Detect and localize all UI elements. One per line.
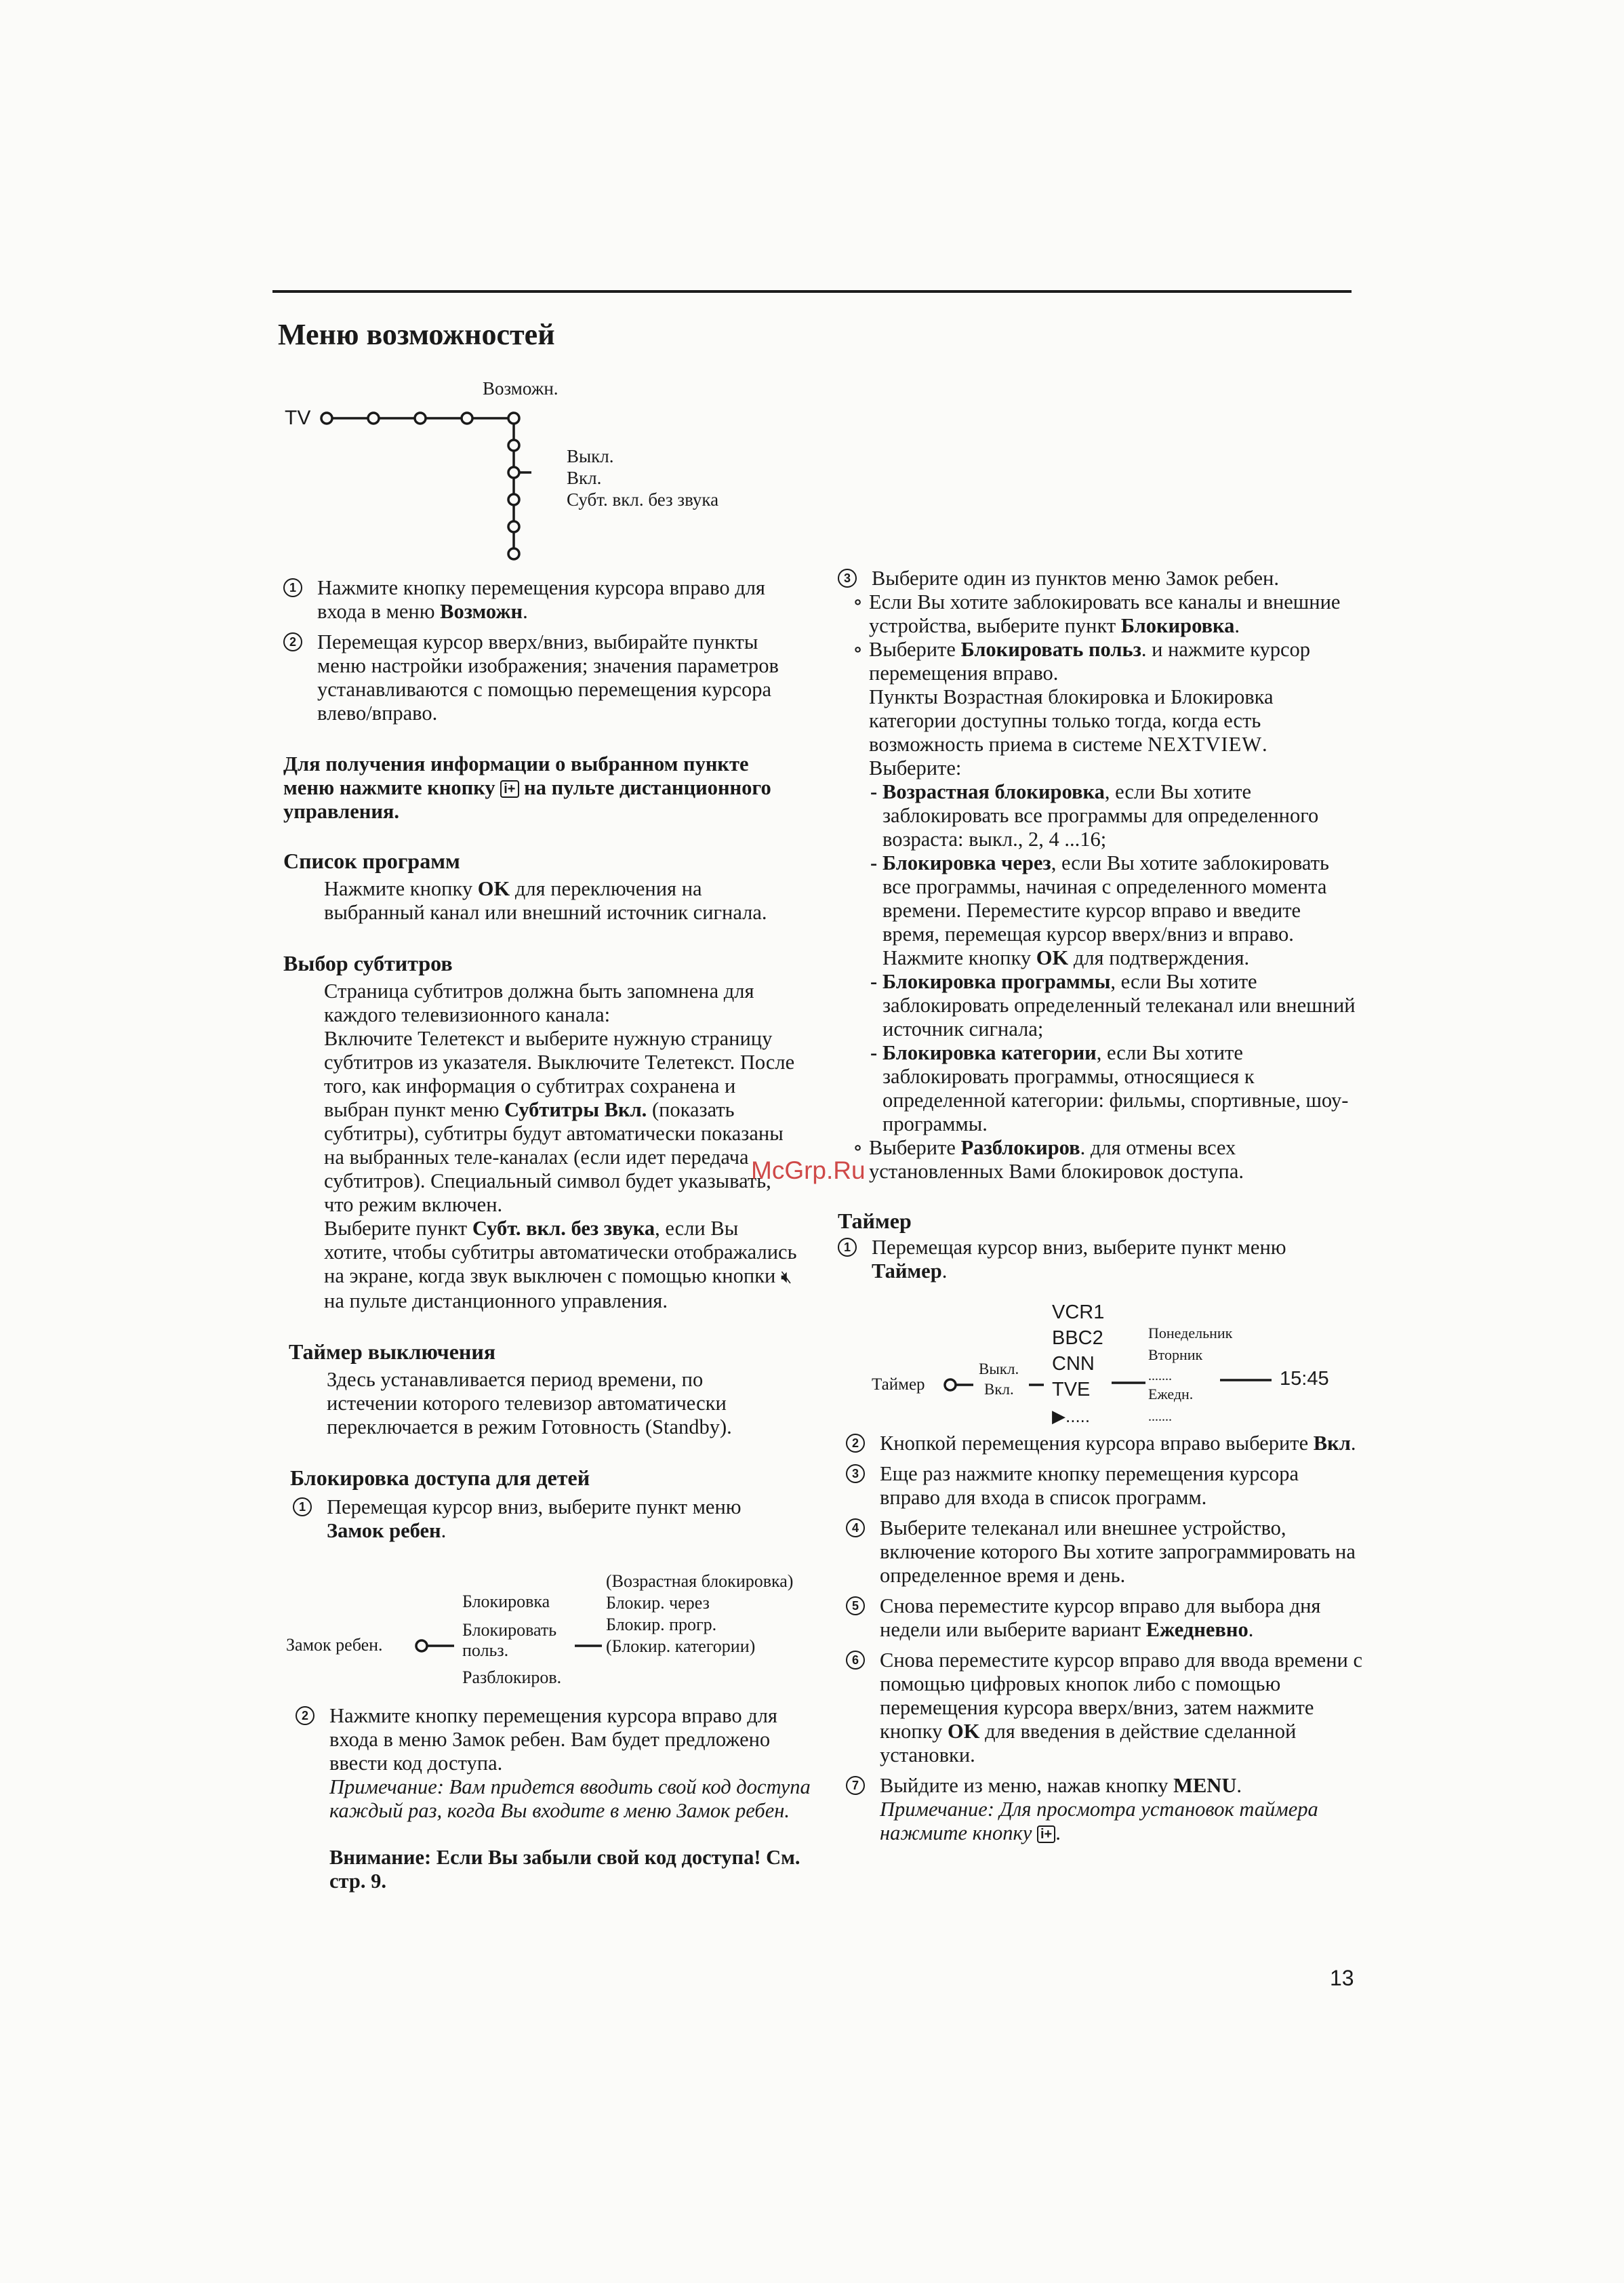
lock-bullet-2-text: Выберите [869, 638, 961, 661]
timer-step-5-end: . [1248, 1618, 1254, 1641]
step-number-1-icon: 1 [293, 1497, 312, 1516]
timer-step-5-bold: Ежедневно [1145, 1618, 1249, 1641]
lock-option-program-bold: Блокировка программы [882, 970, 1111, 993]
timer-step-7-end: . [1236, 1774, 1242, 1797]
program-list-heading: Список программ [283, 849, 460, 873]
child-lock-step-1-bold: Замок ребен [327, 1519, 441, 1542]
timer-steps [846, 1432, 1362, 1845]
lock-option-age-bold: Возрастная блокировка [882, 780, 1105, 803]
lock-option-program-text: , если Вы хотите заблокировать определенный телеканал или внешний источник сигнала; [882, 970, 1356, 1041]
timer-step-2-text: Кнопкой перемещения курсора вправо выберите [880, 1432, 1314, 1455]
timer-step-2 [846, 1432, 1362, 1455]
timer-step-3-text: Еще раз нажмите кнопку перемещения курсора вправо для входа в список программ. [880, 1462, 1299, 1509]
timer-step-6-text: Снова переместите курсор вправо для ввода времени с помощью цифровых кнопок либо с помощью перемещения курсора вверх/вниз, затем нажмите кнопку [880, 1649, 1362, 1743]
timer-step-4-text: Выберите телеканал или внешнее устройство, включение которого Вы хотите запрограммировать на определенное время и день. [880, 1516, 1356, 1587]
timer-day-monday: Понедельник [1148, 1325, 1233, 1341]
timer-day-dots-2: ....... [1148, 1409, 1172, 1424]
step-number-2-icon: 2 [296, 1706, 314, 1725]
lock-bullet-3-bold: Разблокиров [960, 1136, 1080, 1159]
page-number: 13 [1330, 1966, 1354, 1990]
timer-heading: Таймер [838, 1209, 912, 1233]
timer-step-7-text: Выйдите из меню, нажав кнопку [880, 1774, 1174, 1797]
lock-bullet-2-bold: Блокировать польз [960, 638, 1141, 661]
timer-step-1-text: Перемещая курсор вниз, выберите пункт меню [872, 1236, 1286, 1259]
subtitles-p2-c: (показать субтитры), субтитры будут автоматически показаны на выбранных теле-каналах (если идет передача субтитров). Специальный символ будет указывать, что режим включен. [324, 1098, 784, 1216]
mute-icon: 🔇︎ [780, 1267, 792, 1287]
diagram-sub-on-mute: Субт. вкл. без звука [567, 489, 719, 510]
timer-step-7 [846, 1774, 1362, 1845]
step-number-1-icon: 1 [838, 1238, 857, 1257]
subtitles-p3-d: на пульте дистанционного управления. [324, 1289, 668, 1312]
step-number-2-icon: 2 [283, 632, 302, 651]
child-lock-sub-category: (Блокир. категории) [606, 1636, 756, 1656]
lock-option-after-bold: Блокировка через [882, 851, 1051, 874]
intro-step-1-text: Нажмите кнопку перемещения курсора вправо для входа в меню [317, 576, 765, 623]
watermark: McGrp.Ru [751, 1156, 866, 1184]
timer-step-5 [846, 1594, 1362, 1642]
subtitles-p2-a: Включите Телетекст и выберите нужную страницу субтитров из указателя. Выключите Телетекст. После того, как информация о субтитрах сохранена и выбран пункт меню [324, 1027, 795, 1121]
child-lock-step-1-text: Перемещая курсор вниз, выберите пункт меню [327, 1495, 742, 1518]
ok-key-label: OK [477, 877, 510, 900]
timer-step-5-text: Снова переместите курсор вправо для выбора дня недели или выберите вариант [880, 1594, 1321, 1641]
info-key-icon: i+ [1037, 1825, 1055, 1843]
timer-diagram-on: Вкл. [984, 1381, 1014, 1398]
timer-channel-bbc2: BBC2 [1052, 1327, 1103, 1349]
intro-step-2-text: Перемещая курсор вверх/вниз, выбирайте пункты меню настройки изображения; значения параметров устанавливаются с помощью перемещения курсора влево/вправо. [317, 630, 779, 725]
timer-channel-cnn: CNN [1052, 1353, 1095, 1375]
timer-step-6-end: для введения в действие сделанной установки. [880, 1720, 1297, 1766]
step-number-4-icon: 4 [846, 1518, 865, 1537]
timer-step-6 [846, 1649, 1362, 1767]
sleep-timer-heading: Таймер выключения [289, 1339, 496, 1364]
lock-bullet-3-end: . для отмены всех установленных Вами блокировок доступа. [869, 1136, 1244, 1183]
subtitles-p3-c: , если Вы хотите, чтобы субтитры автоматически отображались на экране, когда звук выключен с помощью кнопки [324, 1217, 797, 1287]
menu-key-label: MENU [1173, 1774, 1237, 1797]
lock-option-after-text: , если Вы хотите заблокировать все программы, начиная с определенного момента времени. Переместите курсор вправо и введите время, перемещая курсор вверх/вниз и вправо. Нажмите кнопку [882, 851, 1329, 969]
step-number-7-icon: 7 [846, 1776, 865, 1795]
lock-bullet-2-paragraph: Пункты Возрастная блокировка и Блокировка категории доступны только тогда, когда есть возможность приема в системе [869, 685, 1274, 756]
timer-channel-more: ▶..... [1052, 1406, 1091, 1426]
step-number-5-icon: 5 [846, 1596, 865, 1615]
lock-bullet-2-paragraph-end: . [1262, 733, 1267, 756]
child-lock-heading: Блокировка доступа для детей [290, 1466, 590, 1490]
lock-bullet-1-bold: Блокировка [1120, 614, 1235, 637]
lock-bullet-1-end: . [1234, 614, 1240, 637]
lock-option-category-bold: Блокировка категории [882, 1041, 1097, 1064]
subtitles-p2-bold: Субтитры Вкл. [504, 1098, 647, 1121]
lock-choose-label: Выберите: [869, 756, 962, 780]
step-number-1-icon: 1 [283, 578, 302, 597]
lock-bullet-2-end: . и нажмите курсор перемещения вправо. [869, 638, 1311, 685]
program-list-text-b: для переключения на выбранный канал или внешний источник сигнала. [324, 877, 767, 924]
timer-time: 15:45 [1280, 1368, 1329, 1390]
lock-option-age-text: , если Вы хотите заблокировать все программы для определенного возраста: выкл., 2, 4 ...16; [882, 780, 1319, 851]
info-key-icon: i+ [500, 780, 519, 798]
page-title: Меню возможностей [278, 318, 555, 351]
timer-channel-tve: TVE [1052, 1379, 1091, 1400]
timer-diagram-root: Таймер [872, 1375, 925, 1394]
child-lock-warning: Внимание: Если Вы забыли свой код доступа! См. стр. 9. [329, 1846, 800, 1893]
step-number-2-icon: 2 [846, 1434, 865, 1453]
sleep-timer-text: Здесь устанавливается период времени, по истечении которого телевизор автоматически переключается в режим Готовность (Standby). [327, 1368, 732, 1438]
info-note-text: Для получения информации о выбранном пункте меню нажмите кнопку [283, 752, 749, 799]
timer-step-2-bold: Вкл [1313, 1432, 1351, 1455]
ok-key-label: OK [947, 1720, 980, 1743]
timer-note: Примечание: Для просмотра установок таймера нажмите кнопку [880, 1798, 1318, 1844]
timer-step-3 [846, 1462, 1362, 1510]
intro-step-1-end: . [523, 600, 528, 623]
child-lock-sub-program: Блокир. прогр. [606, 1615, 717, 1634]
diagram-sub-off: Выкл. [567, 446, 614, 466]
lock-bullet-3-text: Выберите [869, 1136, 961, 1159]
timer-day-daily: Ежедн. [1148, 1386, 1194, 1402]
nextview-logo: NEXTVIEW [1148, 733, 1263, 756]
timer-diagram-off: Выкл. [979, 1360, 1019, 1377]
timer-step-1-end: . [941, 1259, 948, 1282]
child-lock-opt-block-user: Блокировать польз. [462, 1620, 557, 1660]
child-lock-step-2-text: Нажмите кнопку перемещения курсора вправо для входа в меню Замок ребен. Вам будет предложено ввести код доступа. [329, 1704, 777, 1775]
lock-step-3-intro: Выберите один из пунктов меню Замок ребен. [872, 567, 1279, 590]
diagram-tv-label: TV [285, 407, 311, 429]
ok-key-label: OK [1036, 946, 1069, 969]
lock-bullet-1-text: Если Вы хотите заблокировать все каналы и внешние устройства, выберите пункт [869, 590, 1341, 637]
left-column-bottom [296, 1704, 811, 1893]
diagram-sub-on: Вкл. [567, 468, 602, 488]
child-lock-sub-after: Блокир. через [606, 1593, 710, 1613]
child-lock-opt-unblock: Разблокиров. [462, 1668, 562, 1687]
timer-day-tuesday: Вторник [1148, 1346, 1203, 1363]
lock-option-category-text: , если Вы хотите заблокировать программы, относящиеся к определенной категории: фильмы, спортивные, шоу-программы. [882, 1041, 1349, 1135]
program-list-text-a: Нажмите кнопку [324, 877, 478, 900]
child-lock-opt-block: Блокировка [462, 1592, 550, 1611]
timer-channel-vcr1: VCR1 [1052, 1301, 1105, 1323]
subtitles-p1: Страница субтитров должна быть запомнена для каждого телевизионного канала: [324, 979, 754, 1026]
step-number-3-icon: 3 [846, 1464, 865, 1483]
child-lock-sub-age: (Возрастная блокировка) [606, 1571, 794, 1591]
timer-step-2-end: . [1350, 1432, 1356, 1455]
subtitles-heading: Выбор субтитров [283, 951, 453, 975]
subtitles-p3-bold: Субт. вкл. без звука [472, 1217, 655, 1240]
child-lock-note: Примечание: Вам придется вводить свой код доступа каждый раз, когда Вы входите в меню Замок ребен. [329, 1775, 811, 1822]
step-number-3-icon: 3 [838, 569, 857, 588]
timer-note-end: . [1055, 1821, 1061, 1844]
info-note-text-end: на пульте дистанционного управления. [283, 776, 771, 823]
timer-day-dots: ....... [1148, 1369, 1172, 1383]
step-number-6-icon: 6 [846, 1651, 865, 1670]
child-lock-step-1-end: . [441, 1519, 447, 1542]
child-lock-root: Замок ребен. [286, 1635, 383, 1655]
child-lock-step-2 [296, 1704, 811, 1823]
intro-step-1-bold: Возможн [440, 600, 523, 623]
timer-step-1-bold: Таймер [872, 1259, 942, 1282]
subtitles-p3-a: Выберите пункт [324, 1217, 472, 1240]
lock-option-after-end: для подтверждения. [1068, 946, 1250, 969]
timer-step-4 [846, 1516, 1362, 1588]
diagram-options-label: Возможн. [483, 378, 559, 399]
